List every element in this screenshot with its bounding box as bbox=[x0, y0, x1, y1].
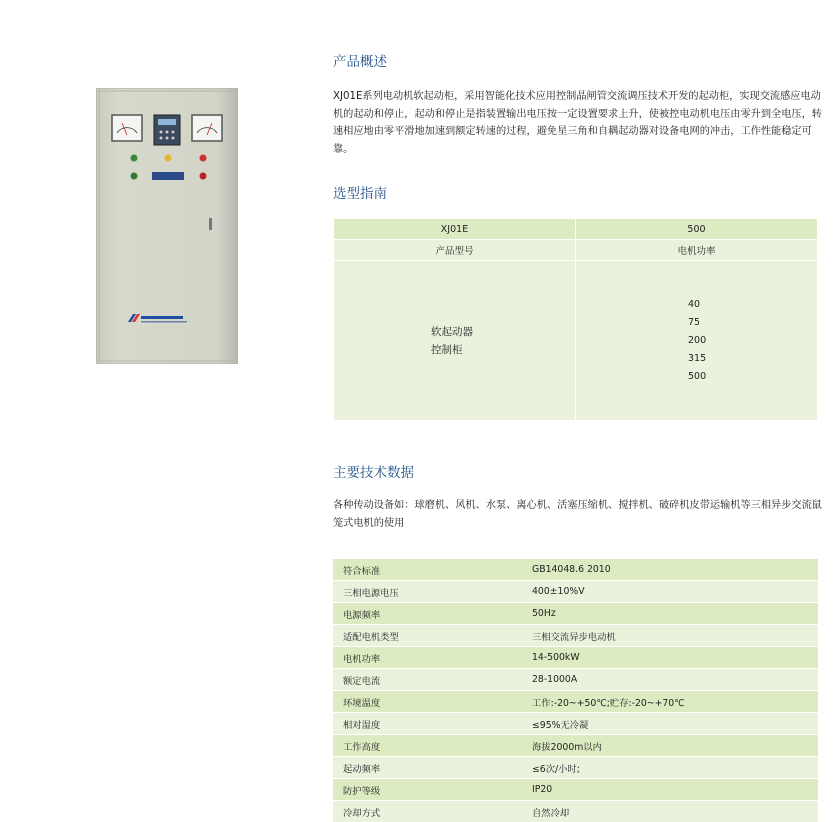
spec-key: 冷却方式 bbox=[333, 801, 522, 822]
spec-table bbox=[333, 558, 818, 822]
overview-title: 产品概述 bbox=[333, 50, 387, 70]
table-row bbox=[333, 691, 818, 713]
selection-table bbox=[333, 218, 818, 421]
power-value: 40 bbox=[688, 296, 817, 314]
table-row bbox=[333, 713, 818, 735]
table-row bbox=[333, 603, 818, 625]
power-value: 315 bbox=[688, 350, 817, 368]
table-row bbox=[333, 647, 818, 669]
power-value: 75 bbox=[688, 314, 817, 332]
spec-key: 三相电源电压 bbox=[333, 581, 522, 603]
spec-value: 海拔2000m以内 bbox=[522, 735, 818, 757]
overview-text: XJ01E系列电动机软起动柜，采用智能化技术应用控制晶闸管交流调压技术开发的起动柜，实现交流感应电动机的起动和停止，起动和停止是指装置输出电压按一定设置要求上升，使被控电动机电压由零升到全电压，转速相应地由零平滑地加速到额定转速的过程，避免星三角和自耦起动器对设备电网的冲击，工作性能稳定可靠。 bbox=[333, 88, 823, 158]
specs-intro: 各种传动设备如：球磨机、风机、水泵、离心机、活塞压缩机、搅拌机、破碎机皮带运输机等三相异步交流鼠笼式电机的使用 bbox=[333, 497, 823, 532]
selection-subheader-row bbox=[334, 240, 818, 261]
table-row bbox=[333, 625, 818, 647]
model-line: 软起动器 bbox=[431, 323, 575, 341]
spec-key: 工作高度 bbox=[333, 735, 522, 757]
spec-value: 28-1000A bbox=[522, 669, 818, 691]
table-row bbox=[333, 669, 818, 691]
model-line: 控制柜 bbox=[431, 341, 575, 359]
table-row bbox=[333, 735, 818, 757]
specs-title: 主要技术数据 bbox=[333, 461, 414, 481]
spec-value: 工作:-20~+50℃;贮存:-20~+70℃ bbox=[522, 691, 818, 713]
spec-key: 环境温度 bbox=[333, 691, 522, 713]
model-header: XJ01E bbox=[334, 219, 576, 240]
table-row bbox=[333, 757, 818, 779]
table-row bbox=[333, 559, 818, 581]
power-subheader: 电机功率 bbox=[576, 240, 818, 261]
power-value: 200 bbox=[688, 332, 817, 350]
spec-key: 电机功率 bbox=[333, 647, 522, 669]
model-subheader: 产品型号 bbox=[334, 240, 576, 261]
spec-value: 50Hz bbox=[522, 603, 818, 625]
spec-value: IP20 bbox=[522, 779, 818, 801]
guide-title: 选型指南 bbox=[333, 182, 387, 202]
model-cell bbox=[334, 261, 576, 421]
power-header: 500 bbox=[576, 219, 818, 240]
spec-key: 防护等级 bbox=[333, 779, 522, 801]
table-row bbox=[333, 581, 818, 603]
spec-key: 电源频率 bbox=[333, 603, 522, 625]
table-row bbox=[333, 801, 818, 822]
spec-value: GB14048.6 2010 bbox=[522, 559, 818, 581]
spec-key: 符合标准 bbox=[333, 559, 522, 581]
spec-key: 起动频率 bbox=[333, 757, 522, 779]
selection-header-row bbox=[334, 219, 818, 240]
spec-value: ≤95%无冷凝 bbox=[522, 713, 818, 735]
spec-value: 14-500kW bbox=[522, 647, 818, 669]
cabinet-image bbox=[96, 88, 238, 364]
spec-key: 额定电流 bbox=[333, 669, 522, 691]
power-cell bbox=[576, 261, 818, 421]
power-value: 500 bbox=[688, 368, 817, 386]
spec-value: 自然冷却 bbox=[522, 801, 818, 822]
spec-key: 相对湿度 bbox=[333, 713, 522, 735]
spec-value: 三相交流异步电动机 bbox=[522, 625, 818, 647]
spec-value: ≤6次/小时; bbox=[522, 757, 818, 779]
spec-value: 400±10%V bbox=[522, 581, 818, 603]
spec-key: 适配电机类型 bbox=[333, 625, 522, 647]
table-row bbox=[333, 779, 818, 801]
selection-body-row bbox=[334, 261, 818, 421]
